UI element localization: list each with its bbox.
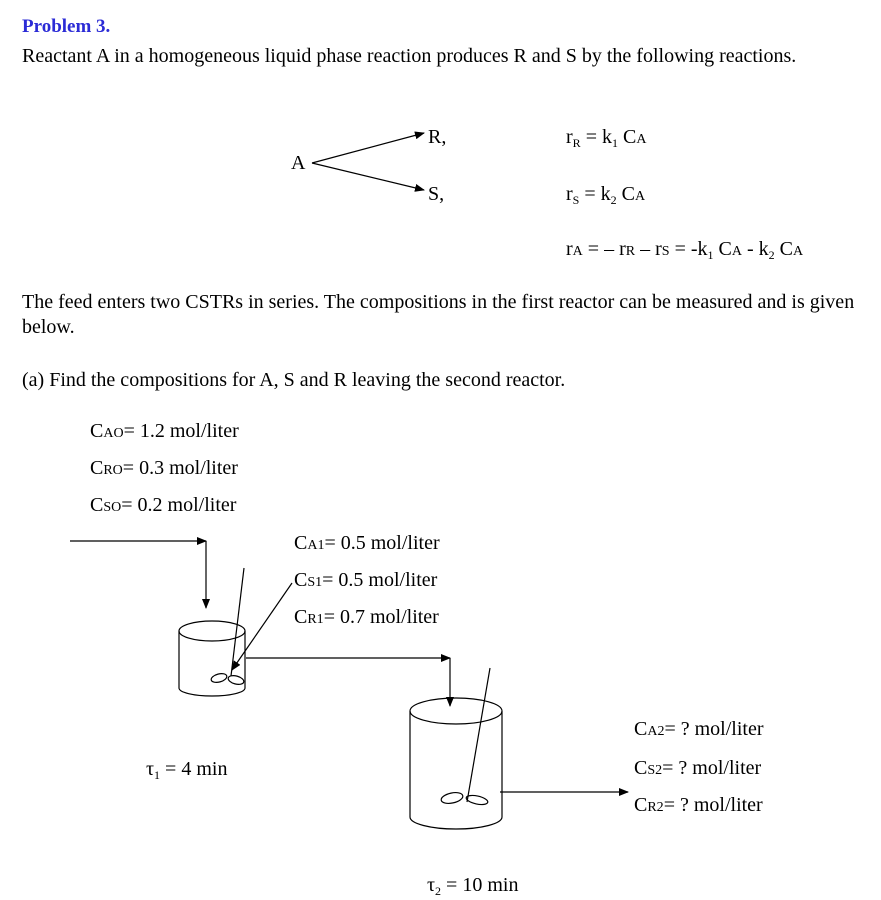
interstage-stream: [246, 658, 450, 706]
feed-ca0: CAO= 1.2 mol/liter: [90, 420, 239, 442]
reactor2-tau: $\tau_2 = 10$ min: [427, 874, 519, 898]
reactor2-ca2: CA2= ? mol/liter: [634, 718, 764, 740]
reactor2-stirrer-shaft: [467, 668, 490, 802]
product-r-label: R,: [428, 126, 447, 148]
reactor1-cr1: CR1= 0.7 mol/liter: [294, 606, 439, 628]
reactor1-cs1: CS1= 0.5 mol/liter: [294, 569, 438, 591]
product-s-label: S,: [428, 183, 445, 205]
reactor2-vessel: [410, 668, 502, 829]
rate-a-equation: rA = – rR – rS = $-k_1$ CA - $k_2$ CA: [566, 238, 804, 262]
reactor2-cs2: CS2= ? mol/liter: [634, 757, 762, 779]
part-a-question: (a) Find the compositions for A, S and R leaving the second reactor.: [22, 369, 566, 391]
feed-cr0: CRO= 0.3 mol/liter: [90, 457, 238, 479]
reactor1-stirrer-shaft: [231, 568, 244, 676]
arrow-a-to-s: [312, 163, 424, 190]
reactor1-tau: $\tau_1 = 4$ min: [146, 758, 228, 782]
arrow-a-to-r: [312, 133, 424, 163]
reactor1-vessel: [179, 568, 245, 696]
problem-title: Problem 3.: [22, 16, 111, 37]
rate-s-equation: $r_S = k_2$ CA: [566, 183, 646, 207]
reaction-scheme-arrows: [312, 133, 424, 190]
feed-stream: [70, 541, 206, 608]
reactant-a-label: A: [291, 152, 306, 174]
reactor1-ca1: CA1= 0.5 mol/liter: [294, 532, 440, 554]
rate-r-equation: $r_R = k_1$ CA: [566, 126, 647, 150]
reactor2-cr2: CR2= ? mol/liter: [634, 794, 763, 816]
reactor2-impeller: [440, 791, 464, 805]
feed-paragraph: The feed enters two CSTRs in series. The compositions in the first reactor can be measured and is given below.: [22, 291, 855, 338]
feed-cs0: CSO= 0.2 mol/liter: [90, 494, 237, 516]
intro-paragraph: Reactant A in a homogeneous liquid phase reaction produces R and S by the following reactions.: [22, 45, 797, 67]
reactor1-impeller: [210, 672, 228, 684]
